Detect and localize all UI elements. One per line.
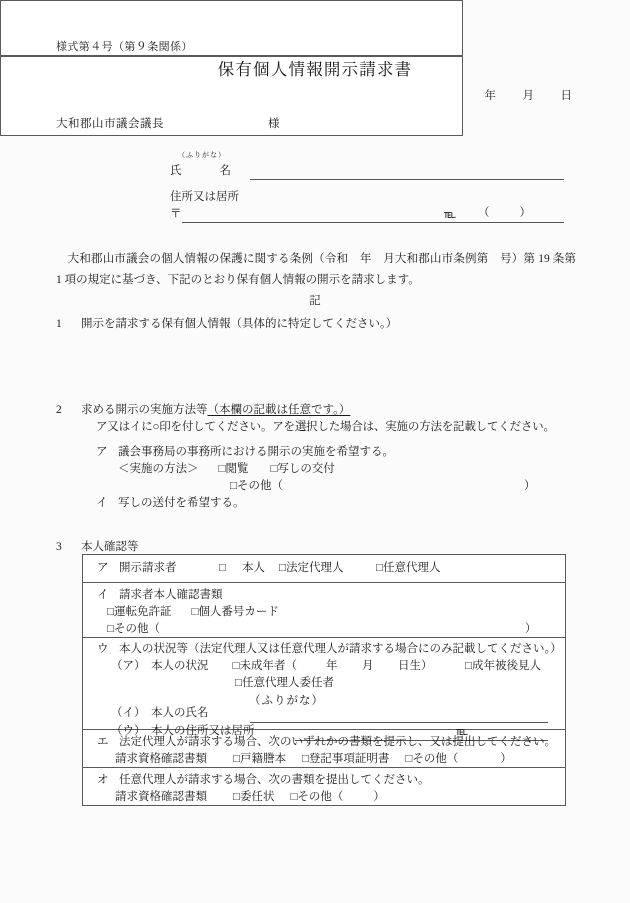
checkbox-mynumber-card[interactable]: □個人番号カード — [191, 606, 279, 618]
table-row-u — [83, 638, 565, 737]
checkbox-method-other[interactable]: □その他（ — [230, 480, 283, 492]
checkbox-minor[interactable]: □未成年者（ — [232, 660, 297, 672]
checkbox-self[interactable]: □ 本人 — [219, 562, 265, 574]
ki-marker: 記 — [309, 295, 321, 307]
furigana-label-principal-name: （ふりがな） — [249, 695, 324, 707]
date-month-label: 月 — [522, 90, 534, 102]
section3-heading: 3 本人確認等 — [56, 541, 139, 553]
date-year-label: 年 — [484, 90, 496, 102]
table-row-o — [83, 768, 565, 806]
form-number: 様式第４号（第９条関係） — [56, 41, 193, 53]
principal-tel-label: TEL. — [456, 727, 468, 737]
name-input-line[interactable] — [250, 179, 564, 180]
body-paragraph: 大和郡山市議会の個人情報の保護に関する条例（令和 年 月大和郡山市条例第 号）第 19 条第 1 項の規定に基づき、下記のとおり保有個人情報の開示を請求します。 — [56, 253, 576, 286]
checkbox-id-other[interactable]: □その他（ — [107, 623, 160, 635]
table-row-a — [83, 555, 565, 583]
checkbox-voluntary-doc-other[interactable]: □その他（ — [290, 791, 344, 803]
section2-heading: 2 求める開示の実施方法等（本欄の記載は任意です。） — [56, 404, 351, 416]
row-u-sub-c: （ウ） 本人の住所又は居所 — [111, 725, 255, 737]
row-u-sub-b: （イ） 本人の氏名 — [111, 707, 209, 719]
address-label: 住所又は居所 — [170, 191, 239, 203]
row-o-label: オ 任意代理人が請求する場合、次の書類を提出してください。 — [97, 774, 430, 786]
name-label: 氏 名 — [170, 165, 231, 177]
row-a-label: ア 開示請求者 — [97, 562, 177, 574]
checkbox-family-register[interactable]: □戸籍謄本 — [233, 753, 286, 765]
checkbox-drivers-license[interactable]: □運転免許証 — [107, 606, 172, 618]
section2-option-a[interactable]: ア 議会事務局の事務所における開示の実施を希望する。 — [96, 446, 394, 458]
checkbox-browse[interactable]: □閲覧 — [218, 463, 249, 475]
checkbox-registry-certificate[interactable]: □登記事項証明書 — [301, 753, 390, 765]
row-o-checkbox-group: 請求資格確認書類 □委任状 □その他（ ） — [115, 791, 385, 803]
addressee: 大和郡山市議会議長 — [56, 118, 164, 130]
id-other-close-paren: ） — [525, 623, 537, 635]
row-u-label: ウ 本人の状況等（法定代理人又は任意代理人が請求する場合にのみ記載してください。） — [97, 643, 562, 655]
page-title: 保有個人情報開示請求書 — [217, 60, 413, 79]
section1-heading: 1 開示を請求する保有個人情報（具体的に特定してください。） — [56, 318, 398, 330]
checkbox-adult-ward[interactable]: □成年被後見人 — [465, 660, 541, 672]
furigana-label-name: （ふりがな） — [178, 151, 226, 159]
table-row-e — [83, 730, 565, 768]
checkbox-legal-doc-other[interactable]: □その他（ — [405, 753, 459, 765]
checkbox-power-of-attorney[interactable]: □委任状 — [233, 791, 275, 803]
section2-option-i[interactable]: イ 写しの送付を希望する。 — [96, 497, 245, 509]
addressee-honorific: 様 — [268, 118, 280, 130]
row-e-checkbox-group: 請求資格確認書類 □戸籍謄本 □登記事項証明書 □その他（ ） — [115, 753, 512, 765]
row-e-label: エ 法定代理人が請求する場合、次のいずれかの書類を提示し、又は提出してください。 — [97, 736, 556, 748]
date-line — [485, 91, 573, 103]
row-i-checkbox-group — [107, 607, 279, 619]
checkbox-voluntary-delegator[interactable]: □任意代理人委任者 — [235, 677, 334, 689]
row-u-sub-a: （ア） 本人の状況 □未成年者（ — [111, 660, 297, 672]
section2-instruction: ア又はイに○印を付してください。アを選択した場合は、実施の方法を記載してください。 — [96, 421, 555, 433]
table-row-i — [83, 583, 565, 638]
minor-birthdate-fields[interactable]: 年 月 日生） — [326, 660, 433, 672]
tel-label: TEL. — [444, 210, 456, 220]
tel-input-field[interactable]: （ ） — [478, 207, 531, 219]
section2-method-row: ＜実施の方法＞ □閲覧 □写しの交付 — [118, 463, 335, 475]
identity-verification-table — [82, 554, 566, 806]
principal-name-input-line[interactable] — [250, 722, 548, 723]
checkbox-voluntary-representative[interactable]: □任意代理人 — [376, 562, 441, 574]
method-other-close-paren: ） — [524, 480, 536, 492]
checkbox-legal-representative[interactable]: □法定代理人 — [279, 562, 344, 574]
zip-symbol: 〒 — [170, 208, 182, 220]
row-i-label: イ 請求者本人確認書類 — [97, 589, 223, 601]
date-day-label: 日 — [560, 90, 572, 102]
address-input-line[interactable] — [182, 222, 564, 223]
checkbox-copy-delivery[interactable]: □写しの交付 — [270, 463, 335, 475]
